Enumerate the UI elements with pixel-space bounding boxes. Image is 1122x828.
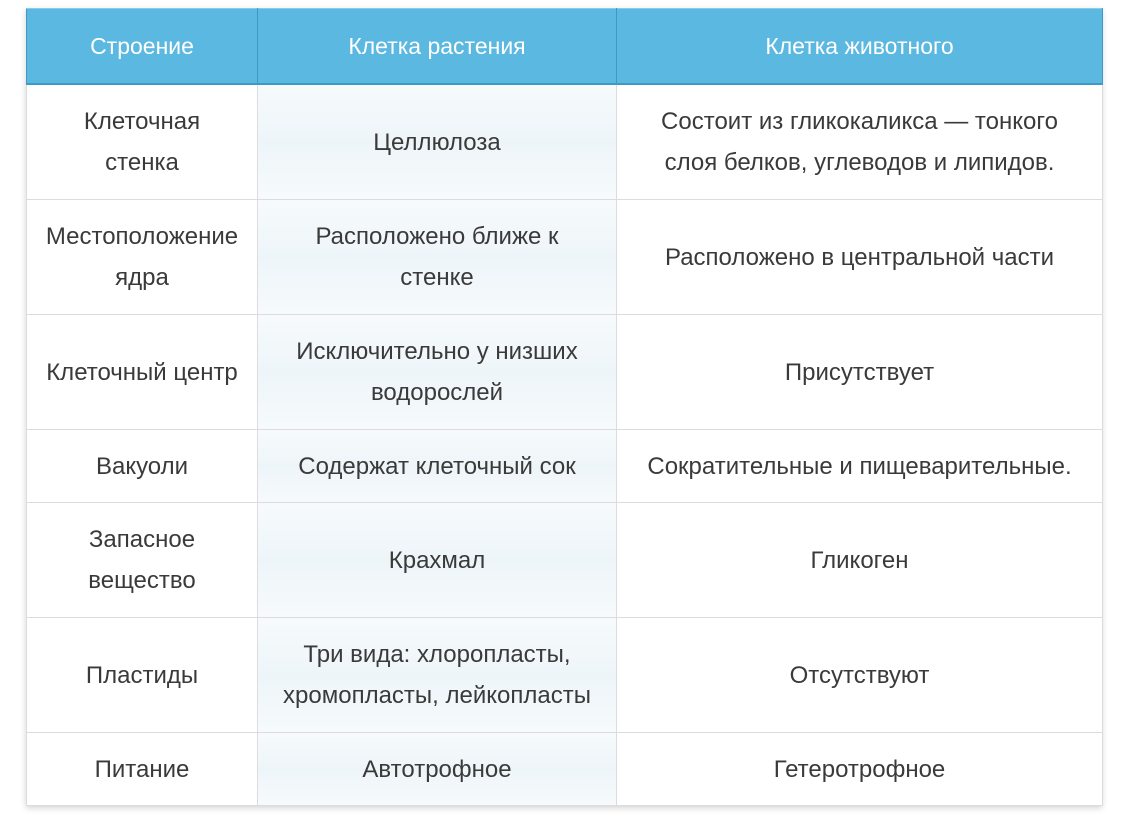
row-animal-cell: Расположено в центральной части	[617, 200, 1103, 315]
row-structure-cell: Клеточный центр	[27, 315, 258, 430]
row-structure-cell: Питание	[27, 733, 258, 806]
table-row	[27, 315, 1103, 430]
table-header-row	[27, 9, 1103, 85]
table-row	[27, 200, 1103, 315]
row-structure-cell: Вакуоли	[27, 430, 258, 503]
row-animal-cell: Отсутствуют	[617, 618, 1103, 733]
table-row	[27, 503, 1103, 618]
row-animal-cell: Присутствует	[617, 315, 1103, 430]
row-plant-cell: Три вида: хлоропласты, хромопласты, лейкопласты	[258, 618, 617, 733]
table-row	[27, 618, 1103, 733]
row-structure-cell: Местоположение ядра	[27, 200, 258, 315]
row-plant-cell: Автотрофное	[258, 733, 617, 806]
table-row	[27, 733, 1103, 806]
row-animal-cell: Состоит из гликокаликса — тонкого слоя белков, углеводов и липидов.	[617, 84, 1103, 200]
row-plant-cell: Исключительно у низших водорослей	[258, 315, 617, 430]
comparison-table-container	[26, 8, 1102, 806]
row-animal-cell: Сократительные и пищеварительные.	[617, 430, 1103, 503]
row-structure-cell: Пластиды	[27, 618, 258, 733]
header-structure: Строение	[27, 9, 258, 85]
row-animal-cell: Гетеротрофное	[617, 733, 1103, 806]
row-structure-cell: Запасное вещество	[27, 503, 258, 618]
row-plant-cell: Крахмал	[258, 503, 617, 618]
row-animal-cell: Гликоген	[617, 503, 1103, 618]
row-plant-cell: Целлюлоза	[258, 84, 617, 200]
header-animal-cell: Клетка животного	[617, 9, 1103, 85]
row-plant-cell: Содержат клеточный сок	[258, 430, 617, 503]
table-row	[27, 430, 1103, 503]
row-plant-cell: Расположено ближе к стенке	[258, 200, 617, 315]
row-structure-cell: Клеточная стенка	[27, 84, 258, 200]
comparison-table	[26, 8, 1103, 806]
header-plant-cell: Клетка растения	[258, 9, 617, 85]
table-row	[27, 84, 1103, 200]
